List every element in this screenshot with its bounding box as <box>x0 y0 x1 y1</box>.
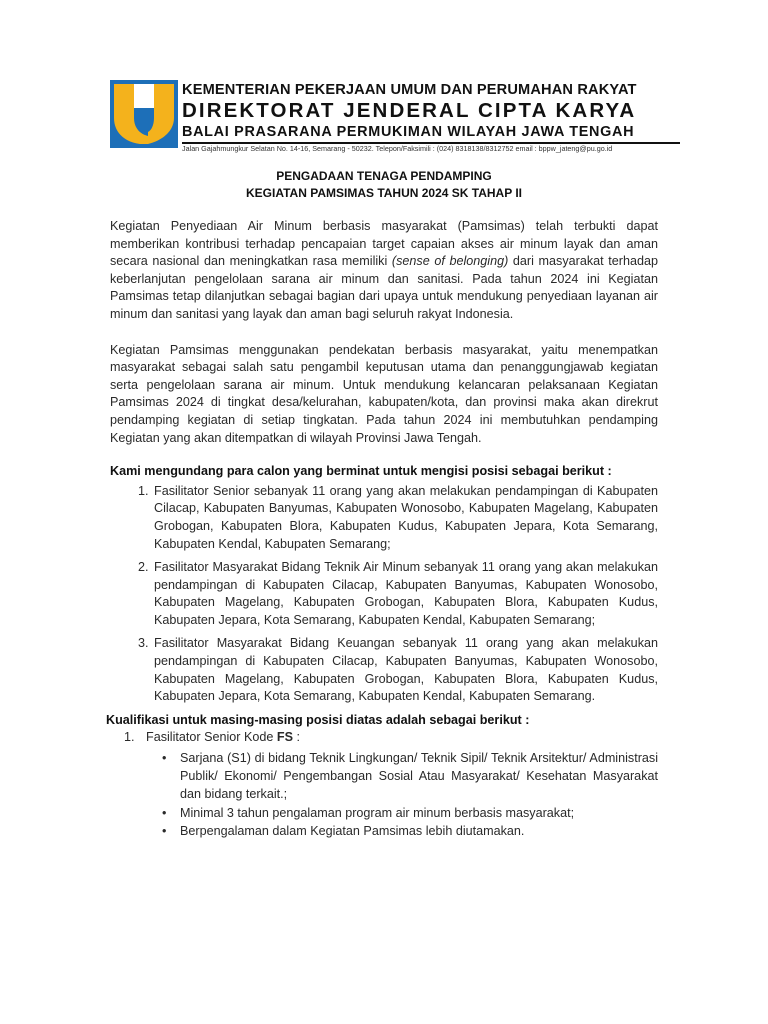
office-name: BALAI PRASARANA PERMUKIMAN WILAYAH JAWA TENGAH <box>182 124 635 140</box>
logo-gap <box>134 84 154 108</box>
directorate-name: DIREKTORAT JENDERAL CIPTA KARYA <box>182 99 637 122</box>
qualification-number: 1. <box>124 730 135 745</box>
positions-heading: Kami mengundang para calon yang berminat untuk mengisi posisi sebagai berikut : <box>110 464 612 479</box>
requirement-item: • Minimal 3 tahun pengalaman program air minum berbasis masyarakat; <box>180 804 658 822</box>
position-item-senior: 1. Fasilitator Senior sebanyak 11 orang yang akan melakukan pendampingan di Kabupaten Cilacap, Kabupaten Banyumas, Kabupaten Wonosobo, Kabupaten Magelang, Kabupaten Grobogan, Kabupaten Blora, Kabupaten Kudus, Kabupaten Jepara, Kota Semarang, Kabupaten Kendal, Kabupaten Semarang; <box>152 483 658 553</box>
letterhead-text <box>182 82 682 141</box>
approach-paragraph: Kegiatan Pamsimas menggunakan pendekatan berbasis masyarakat, yaitu menempatkan masyarakat sebagai salah satu pengambil keputusan utama dan penanggungjawab kegiatan serta pengelolaan sarana air minum. Untuk mendukung kelancaran pelaksanaan Kegiatan Pamsimas 2024 di tingkat desa/kelurahan, kabupaten/kota, dan provinsi maka akan direkrut pendamping kegiatan di setiap tingkatan. Pada tahun 2024 ini membutuhkan pendamping Kegiatan yang akan ditempatkan di wilayah Provinsi Jawa Tengah. <box>110 342 658 445</box>
qualification-item-title <box>124 729 658 747</box>
requirement-item: • Sarjana (S1) di bidang Teknik Lingkungan/ Teknik Sipil/ Teknik Arsitektur/ Administrasi Publik/ Ekonomi/ Pengembangan Sosial Atau Masyarakat/ Kesehatan Masyarakat dan bidang terkait.; <box>180 749 658 804</box>
office-address: Jalan Gajahmungkur Selatan No. 14-16, Semarang - 50232. Telepon/Faksimili : (024) 8318138/8312752 email : bppw_jateng@pu.go.id <box>182 144 613 153</box>
title-line-1: PENGADAAN TENAGA PENDAMPING <box>276 169 492 183</box>
title-line-2: KEGIATAN PAMSIMAS TAHUN 2024 SK TAHAP II <box>245 186 523 200</box>
ministry-name: KEMENTERIAN PEKERJAAN UMUM DAN PERUMAHAN RAKYAT <box>182 82 637 98</box>
qualification-item-fs <box>124 729 658 840</box>
document-title <box>0 168 768 202</box>
intro-paragraph <box>110 218 658 324</box>
intro-text-a: Kegiatan Penyediaan Air Minum berbasis masyarakat (Pamsimas) telah terbukti dapat memberikan kontribusi terhadap pencapaian target capaian akses air minum layak dan aman secara nasional dan meningkatkan rasa memiliki <box>110 219 658 269</box>
qualification-suffix: : <box>293 730 300 745</box>
requirement-item: • Berpengalaman dalam Kegiatan Pamsimas lebih diutamakan. <box>180 822 658 840</box>
requirements-list <box>124 749 658 840</box>
position-item-teknik: 2. Fasilitator Masyarakat Bidang Teknik Air Minum sebanyak 11 orang yang akan melakukan pendampingan di Kabupaten Cilacap, Kabupaten Banyumas, Kabupaten Wonosobo, Kabupaten Magelang, Kabupaten Grobogan, Kabupaten Blora, Kabupaten Kudus, Kabupaten Jepara, Kota Semarang, Kabupaten Kendal, Kabupaten Semarang; <box>152 559 658 629</box>
qualifications-heading: Kualifikasi untuk masing-masing posisi diatas adalah sebagai berikut : <box>106 712 530 727</box>
letterhead <box>110 80 680 152</box>
intro-text-b: dari masyarakat terhadap keberlanjutan pengelolaan sarana air minum dan sanitasi. Pada tahun 2024 ini Kegiatan Pamsimas tetap dilanjutkan sebagai bagian dari upaya untuk mendukung penyediaan layanan air minum dan sanitasi yang layak dan aman bagi seluruh rakyat Indonesia. <box>110 254 658 321</box>
position-item-keuangan: 3. Fasilitator Masyarakat Bidang Keuangan sebanyak 11 orang yang akan melakukan pendampingan di Kabupaten Cilacap, Kabupaten Banyumas, Kabupaten Wonosobo, Kabupaten Magelang, Kabupaten Grobogan, Kabupaten Blora, Kabupaten Kudus, Kabupaten Jepara, Kota Semarang, Kabupaten Kendal, Kabupaten Semarang. <box>152 635 658 705</box>
positions-list <box>110 483 658 706</box>
qualification-label: Fasilitator Senior Kode <box>146 730 277 745</box>
qualification-code: FS <box>276 730 293 745</box>
pu-logo-icon <box>110 80 178 148</box>
document-body <box>106 218 658 840</box>
intro-emphasis: (sense of belonging) <box>391 254 509 269</box>
qualification-label-wrap <box>146 729 300 747</box>
